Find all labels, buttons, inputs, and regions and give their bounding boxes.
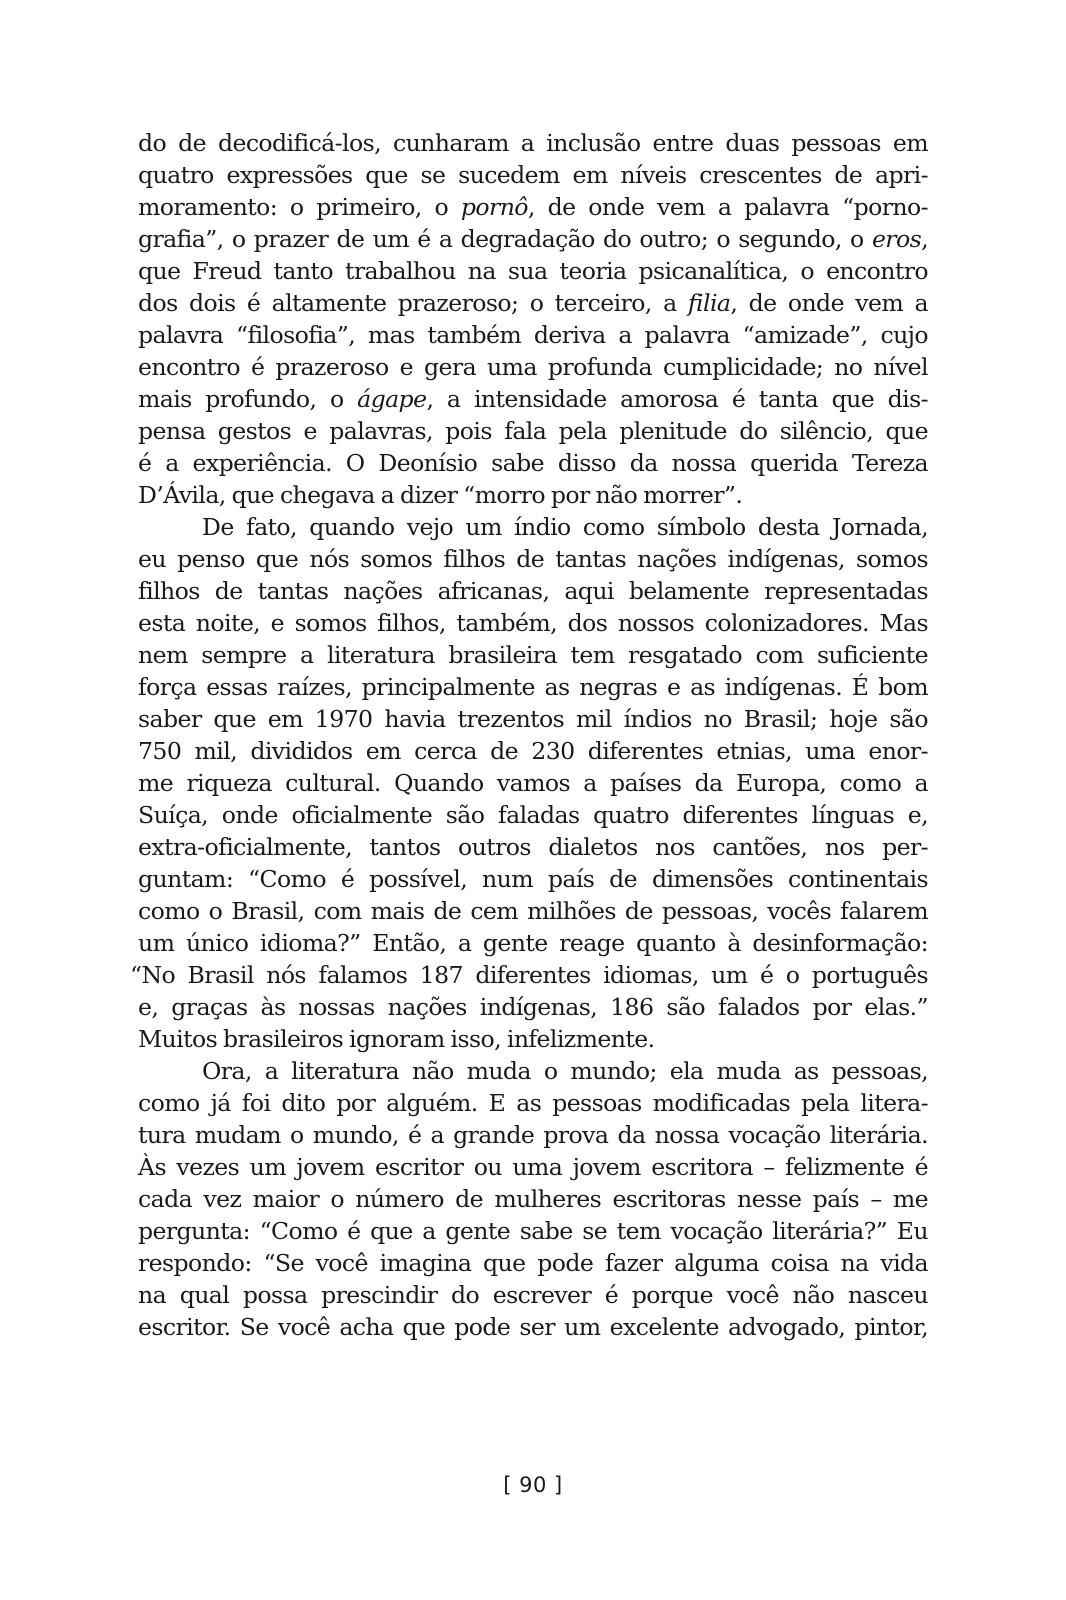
text-line [138, 287, 928, 319]
text-line [138, 543, 928, 575]
text-line [138, 735, 928, 767]
text-segment: , de onde vem a [730, 289, 928, 317]
text-segment: 750 mil, divididos em cerca de 230 diferentes etnias, uma enor- [138, 737, 928, 765]
text-line [138, 991, 928, 1023]
text-segment: respondo: “Se você imagina que pode fazer alguma coisa na vida [138, 1249, 928, 1277]
text-segment: força essas raízes, principalmente as negras e as indígenas. É bom [138, 673, 928, 701]
text-line [138, 863, 928, 895]
text-segment: saber que em 1970 havia trezentos mil índios no Brasil; hoje são [138, 705, 928, 733]
text-segment: tura mudam o mundo, é a grande prova da nossa vocação literária. [138, 1121, 928, 1149]
text-segment: palavra “filosofia”, mas também deriva a palavra “amizade”, cujo [138, 321, 928, 349]
paragraph [138, 1055, 928, 1343]
text-line [138, 895, 928, 927]
text-segment: escritor. Se você acha que pode ser um excelente advogado, pintor, [138, 1313, 928, 1341]
text-line [138, 1023, 928, 1055]
text-line [130, 959, 928, 991]
paragraph [138, 127, 928, 511]
text-segment: , [921, 225, 928, 253]
text-segment: esta noite, e somos filhos, também, dos nossos colonizadores. Mas [138, 609, 928, 637]
text-segment: pergunta: “Como é que a gente sabe se tem vocação literária?” Eu [138, 1217, 928, 1245]
text-segment: quatro expressões que se sucedem em níveis crescentes de apri- [138, 161, 928, 189]
text-segment: guntam: “Como é possível, num país de dimensões continentais [138, 865, 928, 893]
text-line [138, 1215, 928, 1247]
text-segment: , de onde vem a palavra “porno- [527, 193, 928, 221]
text-segment: que Freud tanto trabalhou na sua teoria psicanalítica, o encontro [138, 257, 928, 285]
text-line [138, 1247, 928, 1279]
text-line [138, 1119, 928, 1151]
text-line [138, 639, 928, 671]
text-line [138, 1055, 928, 1087]
text-line [138, 607, 928, 639]
text-line [138, 831, 928, 863]
italic-term: pornô [460, 193, 528, 221]
text-line [138, 703, 928, 735]
text-segment: como já foi dito por alguém. E as pessoas modificadas pela litera- [138, 1089, 928, 1117]
text-segment: filhos de tantas nações africanas, aqui belamente representadas [138, 577, 928, 605]
text-segment: Muitos brasileiros ignoram isso, infelizmente. [138, 1025, 655, 1053]
text-segment: e, graças às nossas nações indígenas, 186 são falados por elas.” [138, 993, 928, 1021]
text-line [138, 415, 928, 447]
body-text [130, 127, 928, 1343]
text-segment: como o Brasil, com mais de cem milhões de pessoas, vocês falarem [138, 897, 928, 925]
text-line [138, 159, 928, 191]
text-segment: encontro é prazeroso e gera uma profunda cumplicidade; no nível [138, 353, 928, 381]
text-line [138, 927, 928, 959]
text-segment: nem sempre a literatura brasileira tem resgatado com suficiente [138, 641, 928, 669]
page-number: [ 90 ] [503, 1473, 563, 1497]
text-line [138, 447, 928, 479]
text-segment: eu penso que nós somos filhos de tantas nações indígenas, somos [138, 545, 928, 573]
text-line [138, 223, 928, 255]
text-segment: dos dois é altamente prazeroso; o terceiro, a [138, 289, 688, 317]
italic-term: eros [871, 225, 922, 253]
text-segment: me riqueza cultural. Quando vamos a países da Europa, como a [138, 769, 928, 797]
text-segment: pensa gestos e palavras, pois fala pela plenitude do silêncio, que [138, 417, 928, 445]
italic-term: ágape [357, 385, 427, 413]
text-segment: Às vezes um jovem escritor ou uma jovem escritora – felizmente é [138, 1153, 928, 1181]
text-line [138, 799, 928, 831]
text-line [138, 1311, 928, 1343]
text-line [138, 191, 928, 223]
text-segment: é a experiência. O Deonísio sabe disso da nossa querida Tereza [138, 449, 928, 477]
text-line [138, 1151, 928, 1183]
text-line [138, 1279, 928, 1311]
text-segment: D’Ávila, que chegava a dizer “morro por não morrer”. [138, 481, 743, 509]
text-line [138, 383, 928, 415]
text-segment: “No Brasil nós falamos 187 diferentes idiomas, um é o português [130, 961, 928, 989]
text-segment: cada vez maior o número de mulheres escritoras nesse país – me [138, 1185, 928, 1213]
text-segment: grafia”, o prazer de um é a degradação do outro; o segundo, o [138, 225, 872, 253]
text-line [138, 671, 928, 703]
text-segment: De fato, quando vejo um índio como símbolo desta Jornada, [202, 513, 928, 541]
text-segment: extra-oficialmente, tantos outros dialetos nos cantões, nos per- [138, 833, 928, 861]
text-segment: do de decodificá-los, cunharam a inclusão entre duas pessoas em [138, 129, 928, 157]
text-line [138, 351, 928, 383]
text-segment: Ora, a literatura não muda o mundo; ela muda as pessoas, [202, 1057, 928, 1085]
text-segment: Suíça, onde oficialmente são faladas quatro diferentes línguas e, [138, 801, 928, 829]
text-line [138, 127, 928, 159]
text-segment: , a intensidade amorosa é tanta que dis- [426, 385, 928, 413]
text-line [138, 575, 928, 607]
text-line [138, 255, 928, 287]
text-line [138, 479, 928, 511]
text-segment: moramento: o primeiro, o [138, 193, 461, 221]
text-segment: mais profundo, o [138, 385, 358, 413]
italic-term: filia [687, 289, 731, 317]
text-line [138, 1183, 928, 1215]
paragraph [130, 511, 928, 1055]
text-line [138, 767, 928, 799]
text-segment: na qual possa prescindir do escrever é porque você não nasceu [138, 1281, 928, 1309]
text-line [138, 1087, 928, 1119]
text-line [138, 319, 928, 351]
text-segment: um único idioma?” Então, a gente reage quanto à desinformação: [138, 929, 928, 957]
text-line [138, 511, 928, 543]
